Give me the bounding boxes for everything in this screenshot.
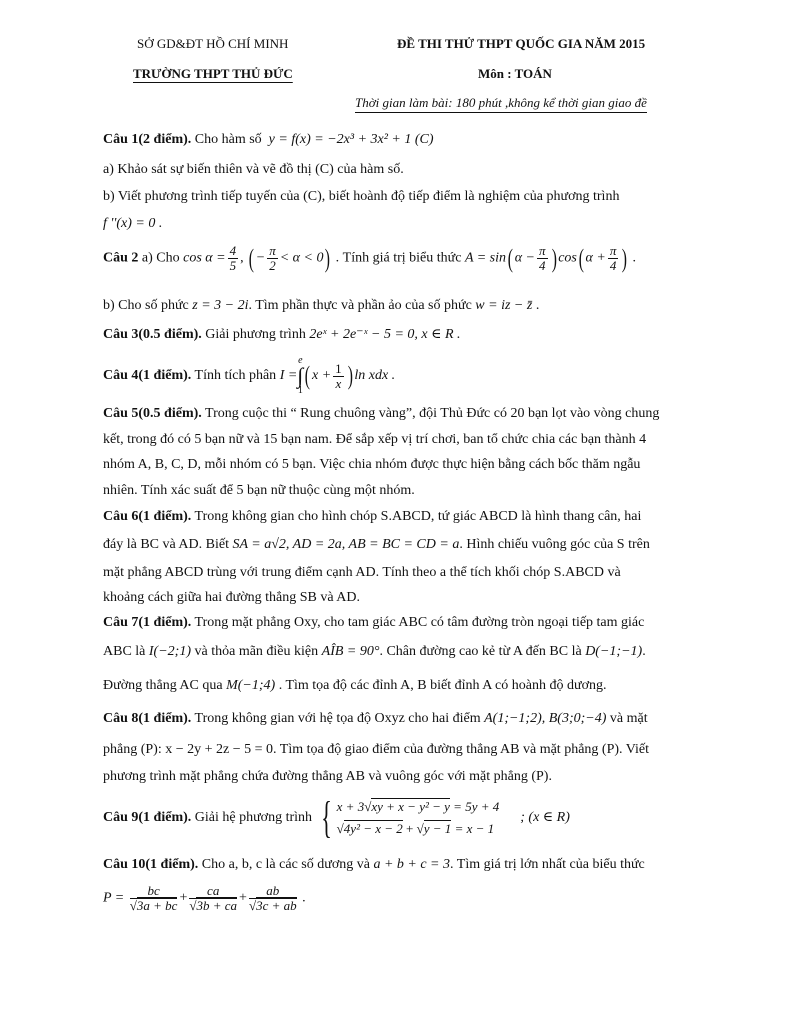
q7-l3f: M(−1;4) bbox=[226, 678, 276, 693]
q6-line3: mặt phẳng ABCD trùng với trung điểm cạnh AD. Tính theo a thể tích khối chóp S.ABCD và bbox=[103, 565, 621, 580]
q7-l2f2: AÎB = 90° bbox=[321, 644, 380, 659]
q1-line1 bbox=[103, 132, 434, 148]
q9-cond: ; (x ∈ R) bbox=[520, 810, 570, 826]
q2-b-intro: b) Cho số phức bbox=[103, 298, 193, 313]
q2-a-intro: a) Cho bbox=[138, 250, 184, 266]
q2-alpha-plus: α + bbox=[585, 250, 606, 266]
q9-eq1b: = 5y + 4 bbox=[449, 799, 500, 814]
q9-eq2s2: y − 1 bbox=[423, 821, 452, 836]
q2-z: z = 3 − 2i bbox=[192, 298, 249, 313]
q9-eq1s: xy + x − y² − y bbox=[371, 799, 450, 814]
q1-part-a: a) Khảo sát sự biến thiên và vẽ đồ thị (C) của hàm số. bbox=[103, 162, 404, 177]
q8-line2 bbox=[103, 742, 649, 758]
q7-l3b: . Tìm tọa độ các đỉnh A, B biết đỉnh A có hoành độ dương. bbox=[275, 678, 607, 693]
q8-label: Câu 8(1 điểm). bbox=[103, 711, 192, 726]
q1-label: Câu 1(2 điểm). bbox=[103, 132, 192, 147]
q1-intro: Cho hàm số bbox=[191, 132, 266, 147]
q6-label: Câu 6(1 điểm). bbox=[103, 509, 192, 524]
q6-l1: Trong không gian cho hình chóp S.ABCD, tứ giác ABCD là hình thang cân, hai bbox=[191, 509, 642, 524]
system-brace: { bbox=[320, 793, 332, 842]
q7-l3a: Đường thẳng AC qua bbox=[103, 678, 227, 693]
q8-l2b: . Tìm tọa độ giao điểm của đường thẳng AB và mặt phẳng (P). Viết bbox=[273, 742, 650, 757]
q3-line bbox=[103, 326, 461, 343]
q7-line1 bbox=[103, 615, 644, 631]
q7-l2f3: D(−1;−1) bbox=[585, 644, 643, 659]
q9-eq1a: x + 3 bbox=[336, 799, 365, 814]
q1-part-b: b) Viết phương trình tiếp tuyến của (C), biết hoành độ tiếp điểm là nghiệm của phương trình bbox=[103, 189, 620, 204]
q4-one: 1 bbox=[335, 360, 342, 376]
q8-l2a: phẳng bbox=[103, 742, 141, 757]
q7-l2f1: I(−2;1) bbox=[148, 644, 191, 659]
q7-l2c: . Chân đường cao kẻ từ A đến BC là bbox=[379, 644, 586, 659]
q4-x: x bbox=[335, 375, 342, 391]
q3-text: Giải phương trình bbox=[201, 327, 310, 342]
q3-label: Câu 3(0.5 điểm). bbox=[103, 327, 202, 342]
q10-n1: bc bbox=[130, 884, 178, 899]
q10-label: Câu 10(1 điểm). bbox=[103, 857, 199, 872]
q10-text: Cho a, b, c là các số dương và bbox=[198, 857, 374, 872]
q2-two: 2 bbox=[269, 258, 276, 273]
q5-line1 bbox=[103, 406, 659, 422]
q2-frac-den: 5 bbox=[229, 258, 237, 273]
q10-frac1: $\frac{bc}{√3a + bc}$ bbox=[129, 883, 178, 913]
q8-l1f: A(1;−1;2), B(3;0;−4) bbox=[484, 711, 607, 726]
q2-four-b: 4 bbox=[609, 258, 617, 273]
q7-l1: Trong mặt phẳng Oxy, cho tam giác ABC có tâm đường tròn ngoại tiếp tam giác bbox=[191, 615, 645, 630]
q2-b-mid: . Tìm phần thực và phần ảo của số phức bbox=[248, 298, 476, 313]
q9-system: x + 3√xy + x − y² − y = 5y + 4 √4y² − x − 2 + √y − 1 = x − 1 bbox=[336, 799, 500, 836]
q10-plus1: + bbox=[179, 890, 188, 906]
q2-line1: Câu 2 a) Cho cos α = $\frac{4}{5}$ , ( − $\frac{\pi}{2}$ < α < 0) . Tính giá trị biểu thức A = sin( α − $\frac{\pi}{4}$ ) cos( α + $\frac{\pi}{4}$ ) . bbox=[103, 243, 637, 273]
q2-pi-b: π bbox=[609, 243, 617, 258]
q5-l1: Trong cuộc thi “ Rung chuông vàng”, đội Thủ Đức có 20 bạn lọt vào vòng chung bbox=[201, 406, 660, 421]
q7-l2a: ABC là bbox=[103, 644, 149, 659]
q1-formula: y = f(x) = −2x³ + 3x² + 1 (C) bbox=[268, 132, 434, 147]
q5-line4: nhiên. Tính xác suất để 5 bạn nữ thuộc cùng một nhóm. bbox=[103, 483, 415, 498]
q4-frac-1-x bbox=[333, 362, 344, 391]
q4-line: Câu 4(1 điểm). Tính tích phân I = e ∫ 1 ( x + $\frac{1}{x}$ ) ln xdx . bbox=[103, 355, 396, 396]
q4-tail: ln xdx . bbox=[354, 368, 396, 384]
q1-part-b-equation: f ''(x) = 0 . bbox=[103, 216, 163, 231]
q2-frac-4-5 bbox=[228, 244, 239, 273]
q6-line1 bbox=[103, 509, 641, 525]
q2-frac-num: 4 bbox=[229, 243, 237, 258]
q3-formula: 2eˣ + 2e⁻ˣ − 5 = 0, x ∈ R . bbox=[309, 327, 461, 342]
q10-n2: ca bbox=[189, 884, 237, 899]
q10-d3: 3c + ab bbox=[256, 898, 297, 913]
q8-line3: phương trình mặt phẳng chứa đường thẳng AB và vuông góc với mặt phẳng (P). bbox=[103, 769, 552, 784]
q9-label: Câu 9(1 điểm). bbox=[103, 810, 192, 826]
q2-comma: , bbox=[240, 250, 248, 266]
q10-frac2: $\frac{ca}{√3b + ca}$ bbox=[189, 883, 238, 913]
integral-sign: e ∫ 1 bbox=[297, 355, 304, 396]
q9-eq2b: = x − 1 bbox=[451, 821, 495, 836]
q10-frac3: $\frac{ab}{√3c + ab}$ bbox=[248, 883, 297, 913]
q10-P: P = bbox=[103, 890, 125, 906]
q9-text: Giải hệ phương trình bbox=[191, 810, 316, 826]
q8-line1 bbox=[103, 711, 648, 727]
header-time-note: Thời gian làm bài: 180 phút ,không kể thời gian giao đề bbox=[355, 95, 647, 113]
paren-open: ( bbox=[248, 243, 255, 273]
q2-frac-pi-4b bbox=[608, 244, 619, 273]
q7-line2 bbox=[103, 644, 646, 660]
q2-alpha-minus: α − bbox=[514, 250, 535, 266]
q8-l1a: Trong không gian với hệ tọa độ Oxyz cho hai điểm bbox=[191, 711, 485, 726]
q2-frac-pi-4a bbox=[537, 244, 548, 273]
header-department: SỞ GD&ĐT HỒ CHÍ MINH bbox=[137, 36, 289, 51]
q6-line2 bbox=[103, 537, 650, 553]
q7-l2d: . bbox=[642, 644, 646, 659]
q10-plus2: + bbox=[239, 890, 247, 906]
header-exam-title: ĐỀ THI THỬ THPT QUỐC GIA NĂM 2015 bbox=[397, 36, 646, 51]
q10-d1: 3a + bc bbox=[136, 898, 178, 913]
q10-d2: 3b + ca bbox=[196, 898, 238, 913]
q5-line3: nhóm A, B, C, D, mỗi nhóm có 5 bạn. Việc chia nhóm được thực hiện bằng cách bốc thăm ngẫu bbox=[103, 457, 641, 472]
q6-line4: khoảng cách giữa hai đường thẳng SB và AD. bbox=[103, 590, 361, 605]
q6-l2a: đáy là BC và AD. Biết bbox=[103, 537, 233, 552]
q10-cond: a + b + c = 3 bbox=[373, 857, 451, 872]
q4-I: I = bbox=[279, 368, 298, 384]
q7-l2b: và thỏa mãn điều kiện bbox=[191, 644, 322, 659]
q6-l2b: . Hình chiếu vuông góc của S trên bbox=[459, 537, 650, 552]
q2-frac-pi-2 bbox=[267, 244, 278, 273]
q2-line2 bbox=[103, 298, 539, 314]
paren-close: ) bbox=[325, 243, 331, 273]
q2-cos: cos α = bbox=[183, 250, 226, 266]
q9-eq2s1: 4y² − x − 2 bbox=[343, 821, 403, 836]
q4-text: Tính tích phân bbox=[191, 368, 280, 384]
q9-eq2m: + bbox=[402, 821, 417, 836]
q7-line3 bbox=[103, 678, 606, 694]
q2-a-mid: . Tính giá trị biểu thức bbox=[335, 250, 465, 266]
q2-w: w = iz − z̄ bbox=[475, 298, 533, 313]
q2-pi: π bbox=[269, 243, 276, 258]
q10-line1 bbox=[103, 857, 645, 873]
q2-cond-end: < α < 0 bbox=[279, 250, 324, 266]
q4-x-plus: x + bbox=[312, 368, 332, 384]
q7-label: Câu 7(1 điểm). bbox=[103, 615, 192, 630]
q2-four-a: 4 bbox=[539, 258, 546, 273]
q10-line2 bbox=[103, 884, 306, 913]
q4-lower: 1 bbox=[297, 385, 303, 396]
q2-label: Câu 2 bbox=[103, 250, 139, 266]
q5-line2: kết, trong đó có 5 bạn nữ và 15 bạn nam. Để sắp xếp vị trí chơi, ban tổ chức chia các bạn thành 4 bbox=[103, 432, 647, 447]
header-subject: Môn : TOÁN bbox=[478, 66, 552, 81]
q2-expr-sin: A = sin bbox=[464, 250, 507, 266]
q4-upper: e bbox=[298, 355, 303, 366]
q10-text2: . Tìm giá trị lớn nhất của biểu thức bbox=[450, 857, 645, 872]
q5-label: Câu 5(0.5 điểm). bbox=[103, 406, 202, 421]
q4-label: Câu 4(1 điểm). bbox=[103, 368, 192, 384]
q9-line bbox=[103, 793, 570, 842]
q2-cos-word: cos bbox=[558, 250, 577, 266]
q2-pi-a: π bbox=[539, 243, 546, 258]
q10-n3: ab bbox=[249, 884, 297, 899]
q8-l2f: (P): x − 2y + 2z − 5 = 0 bbox=[140, 742, 274, 757]
q6-l2f: SA = a√2, AD = 2a, AB = BC = CD = a bbox=[232, 537, 460, 552]
q2-dot: . bbox=[532, 298, 540, 313]
q10-dot: . bbox=[298, 890, 306, 906]
q8-l1b: và mặt bbox=[606, 711, 648, 726]
header-school: TRƯỜNG THPT THỦ ĐỨC bbox=[133, 66, 293, 81]
